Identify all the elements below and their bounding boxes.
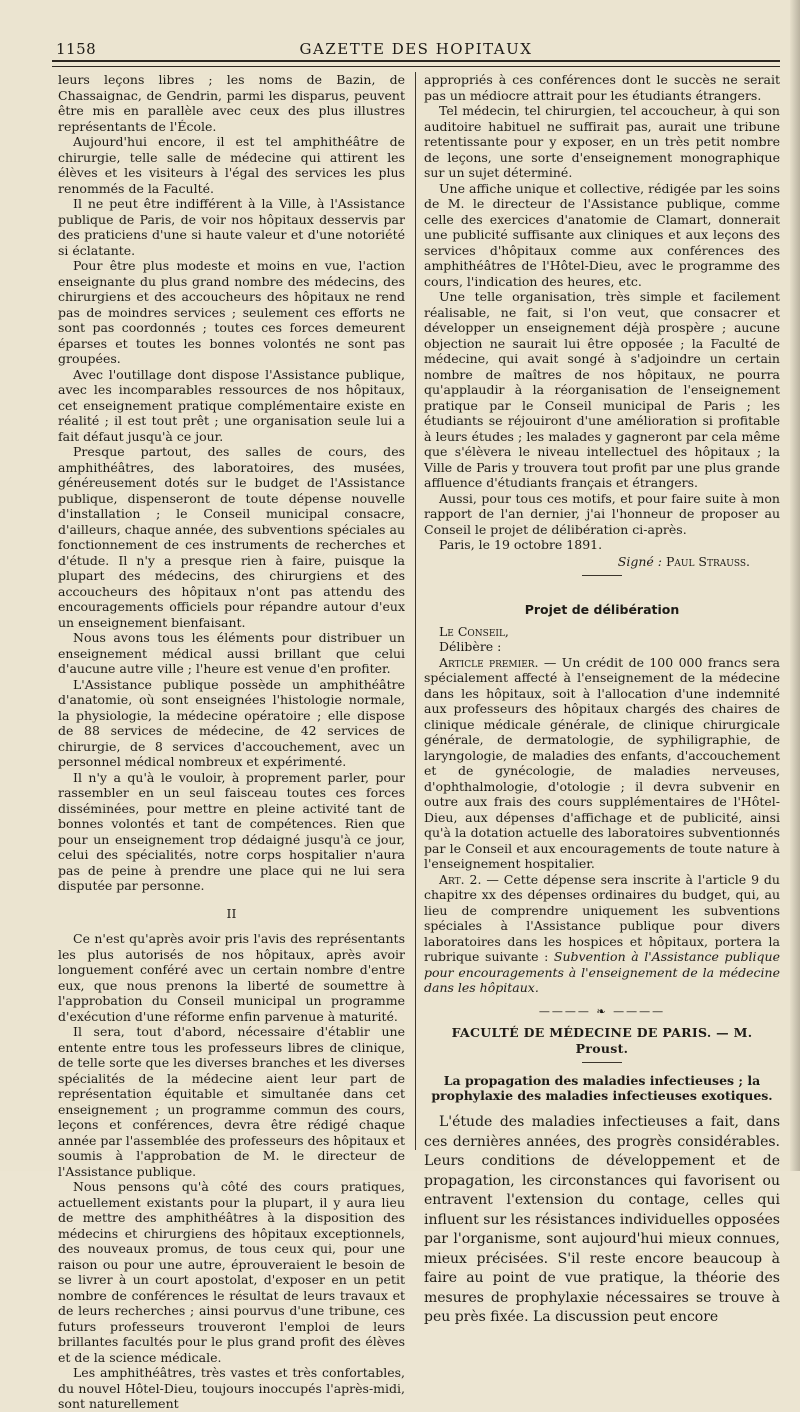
paragraph: Avec l'outillage dont dispose l'Assistance publique, avec les incomparables ressources de nos hôpitaux, cet enseignement pratique complémentaire existe en réalité ; il est tout prêt ; une organisation seule lui a fait défaut jusqu'à ce jour. [58,366,405,444]
section-numeral: II [226,905,237,921]
paragraph: L'étude des maladies infectieuses a fait, dans ces dernières années, des progrès considérables. Leurs conditions de développement et de propagation, les circonstances qui favorisent ou entravent l'extension du contage, celles qui influent sur les résistances individuelles opposées par l'organisme, sont aujourd'hui mieux connues, mieux précisées. S'il reste encore beaucoup à faire au point de vue pratique, la théorie des mesures de prophylaxie nécessaires se trouve à peu près fixée. La discussion peut encore [424,1114,780,1325]
paragraph: Une affiche unique et collective, rédigée par les soins de M. le directeur de l'Assistance publique, comme celle des exercices d'anatomie de Clamart, donnerait une publicité suffisante aux cliniques et aux leçons des services d'hôpitaux comme aux conférences des amphithéâtres de l'Hôtel-Dieu, avec le programme des cours, l'indication des heures, etc. [424,180,780,289]
page-edge-shadow [790,0,800,1171]
header-rule-thick [52,60,780,62]
paragraph: Nous avons tous les éléments pour distribuer un enseignement médical aussi brillant que celui d'aucune autre ville ; l'heure est venue d'en profiter. [58,630,405,676]
signature [424,554,780,570]
conseil-line: Le Conseil, [439,623,509,639]
journal-title: GAZETTE DES HOPITAUX [299,40,533,58]
projet-heading: Projet de délibération [524,602,680,617]
article-1-text: — Un crédit de 100 000 francs sera spécialement affecté à l'enseignement de la médecine dans les hôpitaux, soit à l'allocation d'une indemnité aux professeurs des hôpitaux chargés des chaires de clinique médicale générale, de clinique chirurgicale générale, de dermatologie, de syphiligraphie, de laryngologie, de maladies des enfants, d'accouchement et de gynécologie, de maladies nerveuses, d'ophthalmologie, d'otologie ; il devra subvenir en outre aux frais des cours supplémentaires de l'Hôtel-Dieu, aux dépenses d'affichage et de publicité, ainsi qu'à la dotation actuelle des laboratoires subventionnés par le Conseil et aux encouragements de toute nature à l'enseignement hospitalier. [424,654,780,871]
paragraph: Il ne peut être indifférent à la Ville, à l'Assistance publique de Paris, de voir nos hôpitaux desservis par des praticiens d'une si haute valeur et d'une notoriété si éclatante. [58,196,405,258]
column-divider [415,72,416,1150]
page-number: 1158 [56,40,97,58]
paragraph: Aujourd'hui encore, il est tel amphithéâtre de chirurgie, telle salle de médecine qui attirent les élèves et les visiteurs à l'égal des services les plus renommés de la Faculté. [58,134,405,196]
paragraph: Aussi, pour tous ces motifs, et pour faire suite à mon rapport de l'an dernier, j'ai l'honneur de proposer au Conseil le projet de délibération ci-après. [424,490,780,537]
article-2 [424,872,780,996]
header-rule-thin [52,66,780,67]
article-1-label: Article premier. [439,654,539,670]
paragraph: Il n'y a qu'à le vouloir, à proprement parler, pour rassembler en un seul faisceau toutes ces forces disséminées, pour mettre en pleine activité tant de bonnes volontés et tant de compétences. Rien que pour un enseignement trop dédaigné jusqu'à ce jour, celui des spécialités, notre corps hospitalier n'aura pas de peine à prendre une place qui ne lui sera disputée par personne. [58,769,405,893]
faculte-heading: FACULTÉ DE MÉDECINE DE PARIS. — M. Proust. [451,1025,753,1056]
signature-prefix: Signé : [617,553,662,569]
short-rule [582,575,622,576]
paragraph: Une telle organisation, très simple et facilement réalisable, ne fait, si l'on veut, que consacrer et développer un enseignement déjà prospère ; aucune objection ne saurait lui être opposée ; la Faculté de médecine, qui avait songé à s'adjoindre un certain nombre de maîtres de nos hôpitaux, ne pourra qu'applaudir à la réorganisation de l'enseignement pratique par le Conseil municipal de Paris ; les étudiants se réjouiront d'une amélioration si profitable à leurs études ; les malades y gagneront par cela même que s'élèvera le niveau intellectuel des hôpitaux ; la Ville de Paris y trouvera tout profit par une plus grande affluence d'étudiants français et étrangers. [424,289,780,490]
left-column [58,72,405,1412]
article-subheading: La propagation des maladies infectieuses ; la prophylaxie des maladies infectieuses exotiques. [431,1073,773,1103]
paragraph: Pour être plus modeste et moins en vue, l'action enseignante du plus grand nombre des médecins, des chirurgiens et des accoucheurs des hôpitaux ne rend pas de moindres services ; seulement ces efforts ne sont pas coordonnés ; toutes ces forces demeurent éparses et toutes les bonnes volontés ne sont pas groupées. [58,258,405,366]
paragraph: Nous pensons qu'à côté des cours pratiques, actuellement existants pour la plupart, il y aura lieu de mettre des amphithéâtres à la disposition des médecins et chirurgiens des hôpitaux exceptionnels, des nouveaux promus, de tous ceux qui, pour une raison ou pour une autre, éprouveraient le besoin de se livrer à un court apostolat, d'exposer en un petit nombre de conférences le résultat de leurs travaux et de leurs recherches ; ainsi pourvus d'une tribune, ces futurs professeurs trouveront l'emploi de leurs brillantes facultés pour le plus grand profit des élèves et de la science médicale. [58,1179,405,1365]
article-1 [424,655,780,872]
article-2-label: Art. 2. [439,871,482,887]
right-column [424,72,780,1328]
delibere-line: Délibère : [439,639,502,654]
paragraph: leurs leçons libres ; les noms de Bazin, de Chassaignac, de Gendrin, parmi les disparus, peuvent être mis en parallèle avec ceux des plus illustres représentants de l'École. [58,72,405,134]
article-2-text: — Cette dépense sera inscrite à l'article 9 du chapitre xx des dépenses ordinaires du budget, qui, au lieu de comprendre uniquement les subventions spéciales à l'Assistance publique pour divers laboratoires dans les hospices et hôpitaux, portera la rubrique suivante : [424,871,780,964]
ornament-divider: ———— ❧ ———— [538,1004,666,1018]
paragraph: Tel médecin, tel chirurgien, tel accoucheur, à qui son auditoire habituel ne suffirait pas, aurait une tribune retentissante pour y exposer, en un très petit nombre de leçons, une sorte d'enseignement monographique sur un sujet déterminé. [424,103,780,180]
dateline: Paris, le 19 octobre 1891. [439,537,603,552]
paragraph: Ce n'est qu'après avoir pris l'avis des représentants les plus autorisés de nos hôpitaux, après avoir longuement conféré avec un certain nombre d'entre eux, que nous prenons la liberté de soumettre à l'approbation du Conseil municipal un programme d'exécution d'une réforme enfin parvenue à maturité. [58,931,405,1024]
signature-name: Paul Strauss. [665,553,750,569]
paragraph: appropriés à ces conférences dont le succès ne serait pas un médiocre attrait pour les étudiants étrangers. [424,72,780,103]
paragraph: Presque partout, des salles de cours, des amphithéâtres, des laboratoires, des musées, généreusement dotés sur le budget de l'Assistance publique, dispenseront de toute dépense nouvelle d'installation ; le Conseil municipal consacre, d'ailleurs, chaque année, des subventions spéciales au fonctionnement de ces instruments de recherches et d'étude. Il n'y a presque rien à faire, puisque la plupart des médecins, des chirurgiens et des accoucheurs des hôpitaux n'ont pas attendu des encouragements officiels pour répandre autour d'eux un enseignement bienfaisant. [58,444,405,630]
short-rule [582,1062,622,1063]
paragraph: L'Assistance publique possède un amphithéâtre d'anatomie, où sont enseignées l'histologie normale, la physiologie, la médecine opératoire ; elle dispose de 88 services de médecine, de 42 services de chirurgie, de 8 services d'accouchement, avec un personnel médical nombreux et expérimenté. [58,676,405,769]
paragraph: Il sera, tout d'abord, nécessaire d'établir une entente entre tous les professeurs libres de clinique, de telle sorte que les diverses branches et les diverses spécialités de la médecine aient leur part de représentation équitable et simultanée dans cet enseignement ; un programme commun des cours, leçons et conférences, devra être rédigé chaque année par l'assemblée des professeurs des hôpitaux et soumis à l'approbation de M. le directeur de l'Assistance publique. [58,1024,405,1179]
lecture-body [424,1113,780,1328]
article-2-italic: Subvention à l'Assistance publique pour encouragements à l'enseignement de la médecine dans les hôpitaux. [424,949,780,995]
paragraph: Les amphithéâtres, très vastes et très confortables, du nouvel Hôtel-Dieu, toujours inoccupés l'après-midi, sont naturellement [58,1365,405,1411]
